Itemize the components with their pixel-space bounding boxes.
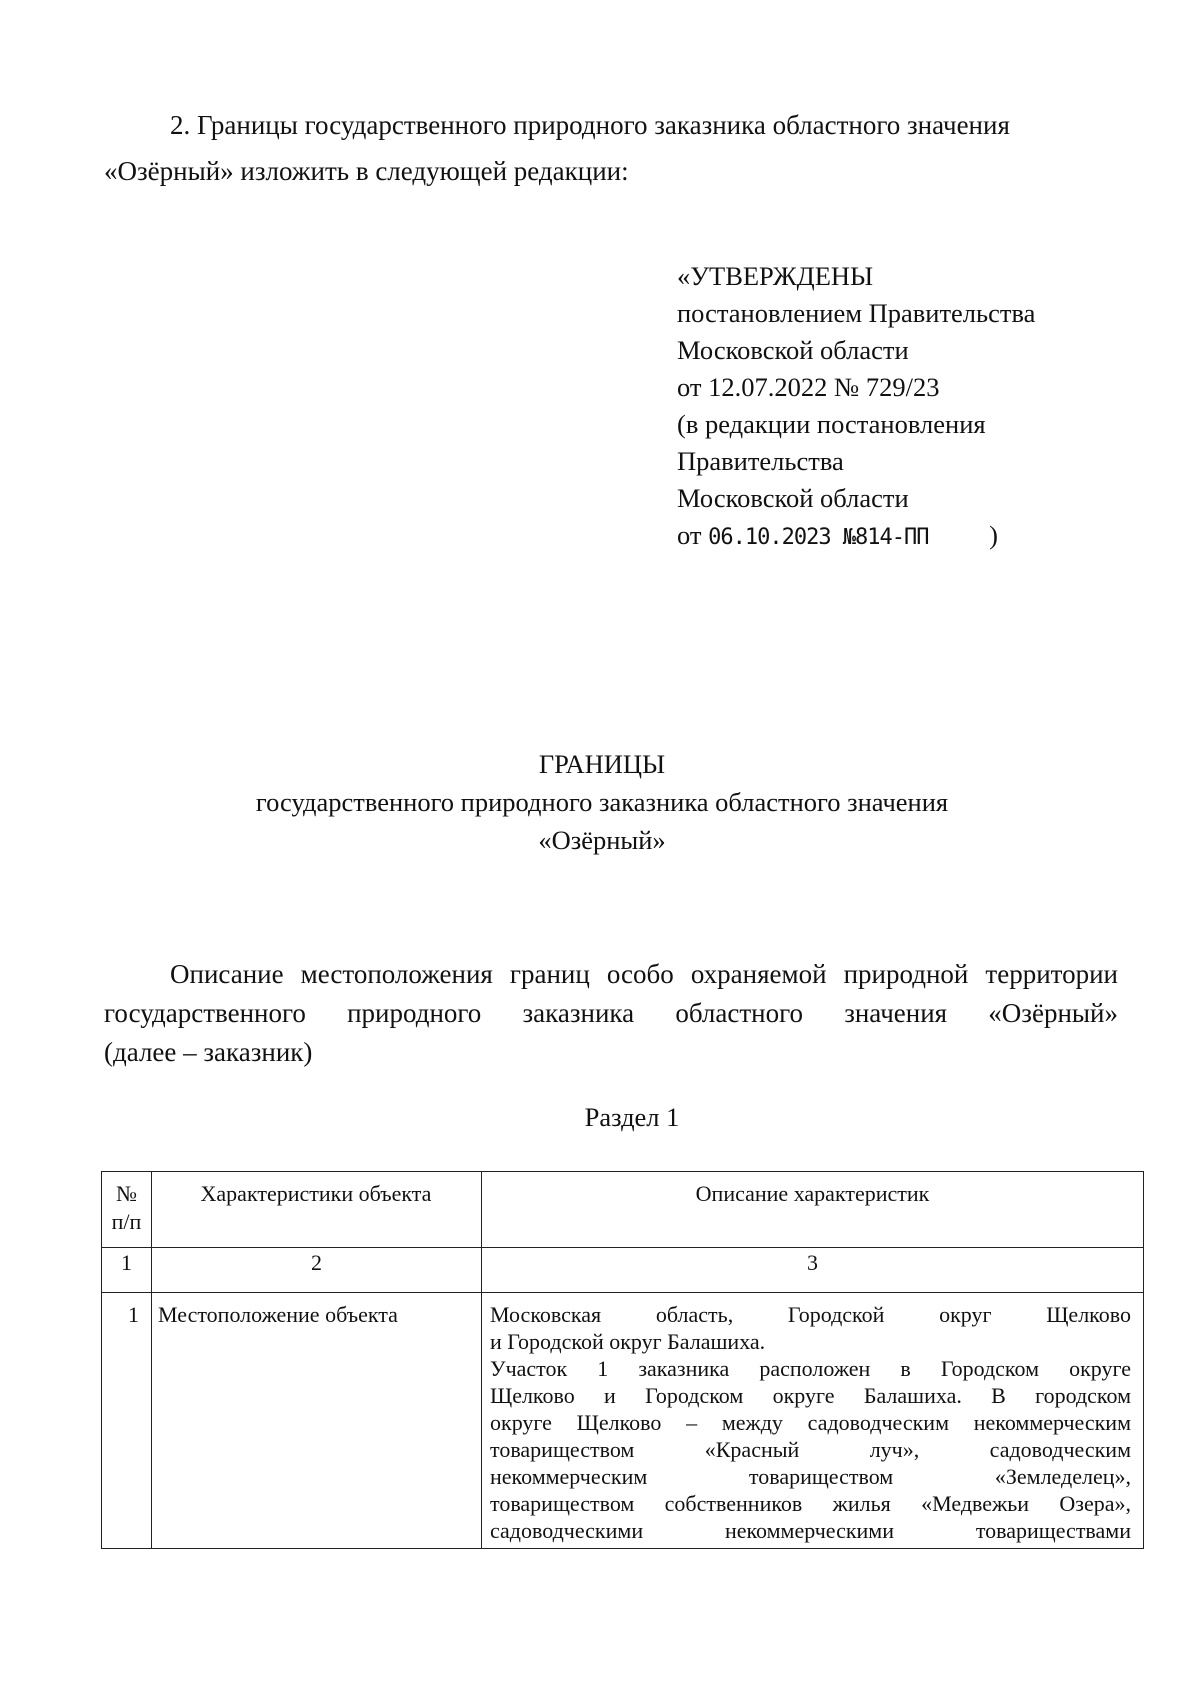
location-description <box>104 955 1118 1072</box>
desc-line: Московская область, Городской округ Щелково <box>490 1302 1131 1327</box>
table-column-numbers-row <box>102 1248 1144 1293</box>
approved-date-prefix: от <box>677 520 702 550</box>
approved-line-3: Московской области <box>677 335 909 365</box>
description-line-2: государственного природного заказника областного значения «Озёрный» <box>104 998 1118 1028</box>
row-number: 1 <box>102 1293 152 1549</box>
table-header-row <box>102 1172 1144 1248</box>
header-number-a: № <box>116 1181 137 1206</box>
title-line-1: ГРАНИЦЫ <box>538 749 666 779</box>
desc-line: Щелково и Городском округе Балашиха. В городском <box>490 1383 1131 1408</box>
intro-paragraph <box>104 102 1100 194</box>
table-row <box>102 1293 1144 1549</box>
row-description <box>482 1293 1144 1549</box>
description-line-1: Описание местоположения границ особо охраняемой природной территории <box>170 959 1118 989</box>
desc-line: Участок 1 заказника расположен в Городском округе <box>490 1356 1131 1381</box>
approved-line-2: постановлением Правительства <box>677 298 1036 328</box>
description-line-3: (далее – заказник) <box>104 1037 313 1067</box>
header-description: Описание характеристик <box>482 1172 1144 1248</box>
desc-line: некоммерческим товариществом «Земледелец», <box>490 1464 1131 1489</box>
document-title <box>104 745 1100 859</box>
title-line-2: государственного природного заказника областного значения <box>255 787 949 817</box>
column-number-1: 1 <box>102 1248 152 1293</box>
header-number-b: п/п <box>111 1209 142 1234</box>
header-number <box>102 1172 152 1248</box>
approved-handwritten-date: 06.10.2023 №814-ПП <box>708 525 929 550</box>
approved-line-5: (в редакции постановления <box>677 409 986 439</box>
approved-line-1: «УТВЕРЖДЕНЫ <box>677 261 874 291</box>
desc-line: садоводческими некоммерческими товариществами <box>490 1518 1131 1543</box>
approved-line-7: Московской области <box>677 483 909 513</box>
desc-line: и Городской округ Балашиха. <box>490 1329 766 1354</box>
desc-line: округе Щелково – между садоводческим некоммерческим <box>490 1410 1131 1435</box>
desc-line: товариществом собственников жилья «Медвежьи Озера», <box>490 1491 1131 1516</box>
approved-line-8 <box>677 517 1097 556</box>
desc-line: товариществом «Красный луч», садоводческим <box>490 1437 1131 1462</box>
column-number-3: 3 <box>482 1248 1144 1293</box>
column-number-2: 2 <box>152 1248 482 1293</box>
intro-line-1: 2. Границы государственного природного заказника областного значения <box>170 110 1010 140</box>
approval-stamp-block <box>677 258 1097 556</box>
approved-line-4: от 12.07.2022 № 729/23 <box>677 372 940 402</box>
header-characteristics: Характеристики объекта <box>152 1172 482 1248</box>
section-title: Раздел 1 <box>584 1102 680 1132</box>
approved-close-paren: ) <box>989 520 998 550</box>
title-line-3: «Озёрный» <box>538 825 666 855</box>
approved-line-6: Правительства <box>677 446 844 476</box>
characteristics-table <box>101 1171 1144 1549</box>
intro-line-2: «Озёрный» изложить в следующей редакции: <box>104 156 629 186</box>
row-characteristic: Местоположение объекта <box>152 1293 482 1549</box>
